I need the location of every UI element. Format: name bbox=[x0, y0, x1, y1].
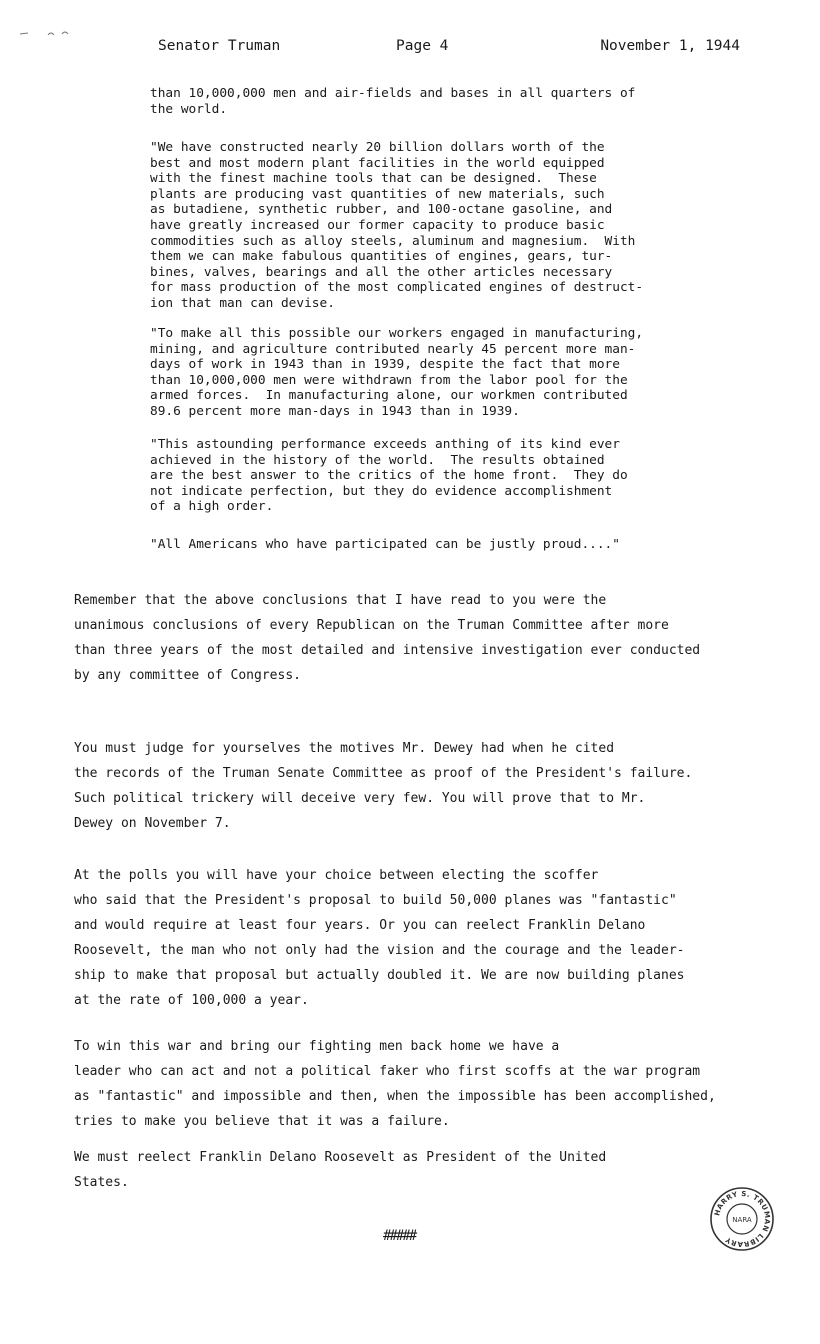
quote-paragraph-1: than 10,000,000 men and air-fields and bases in all quarters of the world. bbox=[150, 86, 636, 117]
stamp-center: NARA bbox=[732, 1216, 752, 1224]
body-paragraph-4: To win this war and bring our fighting men back home we have a leader who can act and not a political faker who first scoffs at the war program as "fantastic" and impossible and then, when the impossible has been accomplished, tries to make you believe that it was a failure. bbox=[74, 1039, 716, 1129]
stray-marks bbox=[18, 26, 88, 40]
body-paragraph-5: We must reelect Franklin Delano Roosevelt as President of the United States. bbox=[74, 1150, 607, 1190]
body-paragraph-3: At the polls you will have your choice between electing the scoffer who said that the President's proposal to build 50,000 planes was "fantastic" and would require at least four years. Or you can reelect Franklin Delano Roosevelt, the man who not only had the vision and the courage and the leader- ship to make that proposal but actually doubled it. We are now building planes at the rate of 100,000 a year. bbox=[74, 868, 685, 1008]
stamp-text: HARRY S. TRUMAN LIBRARY bbox=[713, 1189, 772, 1249]
page-header bbox=[158, 38, 740, 60]
quote-paragraph-2: "We have constructed nearly 20 billion dollars worth of the best and most modern plant facilities in the world equipped with the finest machine tools that can be designed. These plants are producing vast quantities of new materials, such as butadiene, synthetic rubber, and 100-octane gasoline, and have greatly increased our former capacity to produce basic commodities such as alloy steels, aluminum and magnesium. With them we can make fabulous quantities of engines, gears, tur- bines, valves, bearings and all the other articles necessary for mass production of the most complicated engines of destruct- ion that man can devise. bbox=[150, 140, 644, 311]
header-name: Senator Truman bbox=[158, 38, 281, 54]
quote-paragraph-4: "This astounding performance exceeds anthing of its kind ever achieved in the history of the world. The results obtained are the best answer to the critics of the home front. They do not indicate perfection, but they do evidence accomplishment of a high order. bbox=[150, 437, 628, 515]
header-date: November 1, 1944 bbox=[600, 38, 740, 54]
quote-paragraph-5: "All Americans who have participated can be justly proud...." bbox=[150, 537, 620, 552]
body-paragraph-2: You must judge for yourselves the motives Mr. Dewey had when he cited the records of the Truman Senate Committee as proof of the President's failure. Such political trickery will deceive very few. You will prove that to Mr. Dewey on November 7. bbox=[74, 741, 693, 831]
quote-paragraph-3: "To make all this possible our workers engaged in manufacturing, mining, and agriculture contributed nearly 45 percent more man- days of work in 1943 than in 1939, despite the fact that more than 10,000,000 men were withdrawn from the labor pool for the armed forces. In manufacturing alone, our workmen contributed 89.6 percent more man-days in 1943 than in 1939. bbox=[150, 326, 644, 419]
end-mark: ##### bbox=[383, 1228, 416, 1244]
header-page-number: Page 4 bbox=[396, 38, 449, 54]
body-paragraph-1: Remember that the above conclusions that I have read to you were the unanimous conclusions of every Republican on the Truman Committee after more than three years of the most detailed and intensive investigation ever conducted by any committee of Congress. bbox=[74, 593, 701, 683]
library-stamp bbox=[708, 1185, 776, 1253]
